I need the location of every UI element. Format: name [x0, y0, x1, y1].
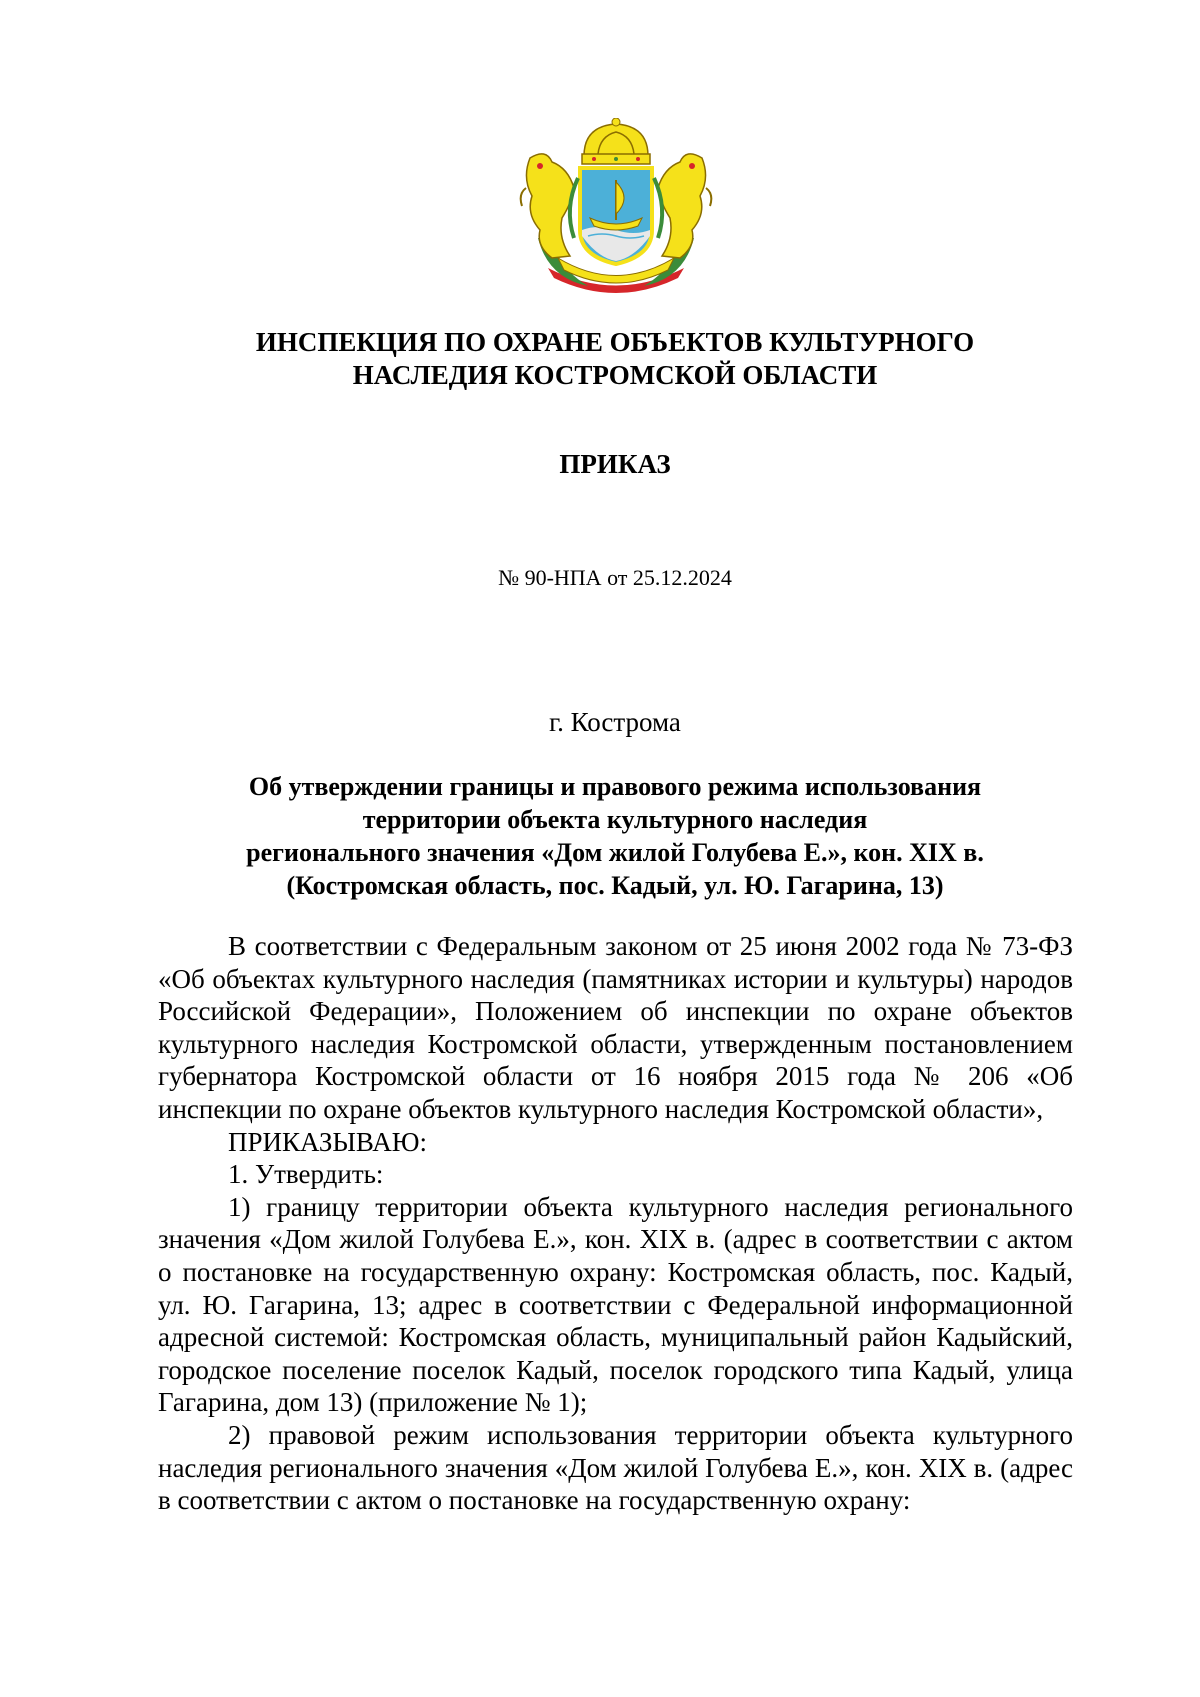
item-1: 1. Утвердить:	[228, 1159, 384, 1190]
item-1-2: 2) правовой режим использования территории объекта культурного наследия регионального значения «Дом жилой Голубева Е.», кон. XIX в. (адрес в соответствии с актом о постановке на государственную охрану:	[158, 1419, 1073, 1516]
subject-line-1: Об утверждении границы и правового режима использования	[248, 772, 982, 801]
document-city: г. Кострома	[549, 707, 681, 737]
subject-line-3: регионального значения «Дом жилой Голубева Е.», кон. XIX в.	[246, 838, 984, 867]
organization-title	[150, 326, 1080, 392]
item-1-1: 1) границу территории объекта культурного наследия регионального значения «Дом жилой Голубева Е.», кон. XIX в. (адрес в соответствии с актом о постановке на государственную охрану: Костромская область, пос. Кадый, ул. Ю. Гагарина, 13; адрес в соответствии с Федеральной информационной адресной системой: Костромская область, муниципальный район Кадыйский, городское поселение поселок Кадый, поселок городского типа Кадый, улица Гагарина, дом 13) (приложение № 1);	[158, 1191, 1073, 1418]
order-word: ПРИКАЗЫВАЮ:	[228, 1126, 427, 1157]
organization-title-line-2: НАСЛЕДИЯ КОСТРОМСКОЙ ОБЛАСТИ	[352, 360, 878, 390]
document-body	[158, 930, 1073, 1517]
document-number: № 90-НПА от 25.12.2024	[498, 565, 732, 590]
document-type: ПРИКАЗ	[559, 449, 671, 479]
kostroma-coat-of-arms-icon	[518, 118, 714, 296]
preamble-paragraph: В соответствии с Федеральным законом от 25 июня 2002 года № 73-ФЗ «Об объектах культурного наследия (памятниках истории и культуры) народов Российской Федерации», Положением об инспекции по охране объектов культурного наследия Костромской области, утвержденным постановлением губернатора Костромской области от 16 ноября 2015 года № 206 «Об инспекции по охране объектов культурного наследия Костромской области»,	[158, 931, 1073, 1124]
subject-line-4: (Костромская область, пос. Кадый, ул. Ю. Гагарина, 13)	[286, 871, 944, 900]
subject-line-2: территории объекта культурного наследия	[362, 805, 868, 834]
document-subject	[150, 770, 1080, 902]
organization-title-line-1: ИНСПЕКЦИЯ ПО ОХРАНЕ ОБЪЕКТОВ КУЛЬТУРНОГО	[255, 327, 975, 357]
